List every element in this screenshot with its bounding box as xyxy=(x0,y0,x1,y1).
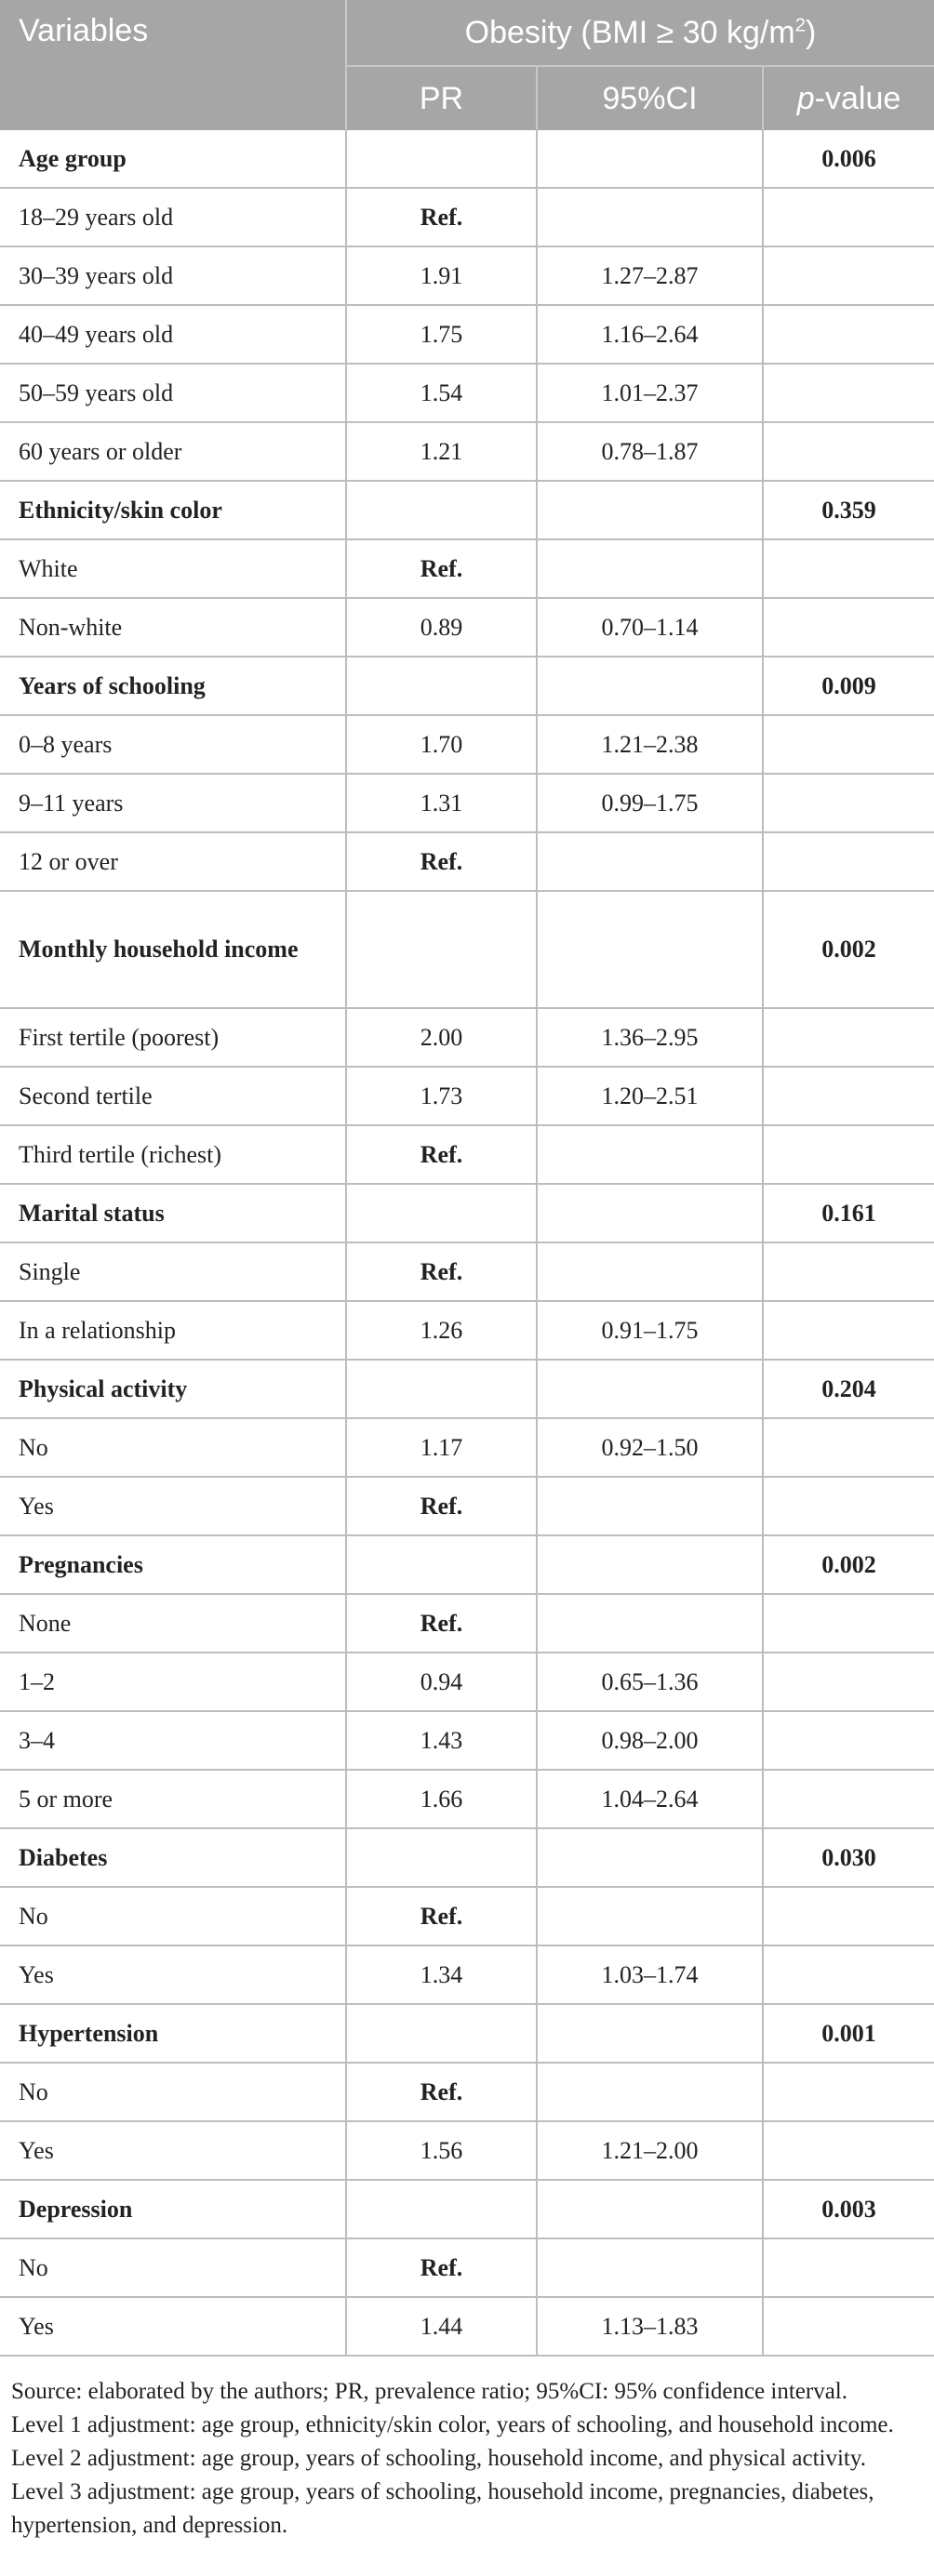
cell-p-value: 0.009 xyxy=(763,657,934,715)
cell-p-value: 0.003 xyxy=(763,2180,934,2238)
cell-variable: Years of schooling xyxy=(0,657,346,715)
cell-variable: 3–4 xyxy=(0,1711,346,1770)
table-row xyxy=(0,1301,934,1360)
table-footnotes xyxy=(0,2357,934,2543)
table-group-row xyxy=(0,657,934,715)
cell-ci: 1.03–1.74 xyxy=(537,1945,763,2004)
cell-p-value xyxy=(763,1653,934,1711)
table-row xyxy=(0,1242,934,1301)
table-row xyxy=(0,774,934,832)
cell-pr: 1.43 xyxy=(346,1711,537,1770)
table-group-row xyxy=(0,2004,934,2063)
cell-p-value: 0.161 xyxy=(763,1184,934,1242)
cell-p-value: 0.006 xyxy=(763,130,934,188)
cell-ci: 1.36–2.95 xyxy=(537,1008,763,1067)
table-row xyxy=(0,1945,934,2004)
table-row xyxy=(0,364,934,422)
cell-pr: Ref. xyxy=(346,1242,537,1301)
table-group-row xyxy=(0,1535,934,1594)
cell-ci xyxy=(537,1828,763,1887)
cell-variable: No xyxy=(0,2238,346,2297)
table-row xyxy=(0,2063,934,2121)
cell-variable: Yes xyxy=(0,1945,346,2004)
cell-pr: 1.54 xyxy=(346,364,537,422)
cell-p-value xyxy=(763,774,934,832)
cell-variable: Yes xyxy=(0,1477,346,1535)
cell-p-value xyxy=(763,715,934,774)
cell-p-value xyxy=(763,1301,934,1360)
cell-pr: Ref. xyxy=(346,1594,537,1653)
cell-ci: 1.21–2.00 xyxy=(537,2121,763,2180)
cell-pr xyxy=(346,1535,537,1594)
cell-pr: 1.31 xyxy=(346,774,537,832)
table-group-row xyxy=(0,1360,934,1418)
cell-pr: 1.75 xyxy=(346,305,537,364)
table-group-row xyxy=(0,130,934,188)
cell-p-value xyxy=(763,2297,934,2356)
table-header xyxy=(0,0,934,130)
cell-variable: No xyxy=(0,1418,346,1477)
table-row xyxy=(0,1477,934,1535)
cell-ci: 0.70–1.14 xyxy=(537,598,763,657)
cell-p-value: 0.359 xyxy=(763,481,934,539)
table-row xyxy=(0,2297,934,2356)
cell-variable: White xyxy=(0,539,346,598)
footnote: Level 1 adjustment: age group, ethnicity/skin color, years of schooling, and household income. xyxy=(11,2412,894,2437)
cell-ci: 1.01–2.37 xyxy=(537,364,763,422)
cell-ci xyxy=(537,832,763,891)
cell-ci xyxy=(537,1594,763,1653)
cell-p-value xyxy=(763,1067,934,1125)
cell-pr: 0.94 xyxy=(346,1653,537,1711)
cell-p-value xyxy=(763,1008,934,1067)
cell-pr xyxy=(346,1828,537,1887)
cell-p-value xyxy=(763,539,934,598)
cell-variable: No xyxy=(0,1887,346,1945)
table-row xyxy=(0,2238,934,2297)
cell-ci xyxy=(537,1360,763,1418)
cell-variable: Monthly household income xyxy=(0,891,346,1008)
cell-ci: 1.04–2.64 xyxy=(537,1770,763,1828)
cell-p-value xyxy=(763,422,934,481)
cell-ci: 0.65–1.36 xyxy=(537,1653,763,1711)
table-row xyxy=(0,246,934,305)
cell-variable: Age group xyxy=(0,130,346,188)
cell-p-value: 0.001 xyxy=(763,2004,934,2063)
cell-variable: None xyxy=(0,1594,346,1653)
table-row xyxy=(0,1887,934,1945)
cell-variable: Physical activity xyxy=(0,1360,346,1418)
cell-variable: 0–8 years xyxy=(0,715,346,774)
cell-p-value xyxy=(763,1242,934,1301)
cell-variable: Third tertile (richest) xyxy=(0,1125,346,1184)
cell-variable: Yes xyxy=(0,2297,346,2356)
cell-p-value xyxy=(763,305,934,364)
cell-ci xyxy=(537,1477,763,1535)
table-group-row xyxy=(0,891,934,1008)
cell-ci: 0.99–1.75 xyxy=(537,774,763,832)
cell-ci xyxy=(537,481,763,539)
cell-pr xyxy=(346,2180,537,2238)
table-row xyxy=(0,305,934,364)
table-group-row xyxy=(0,1828,934,1887)
cell-pr: 1.66 xyxy=(346,1770,537,1828)
cell-pr xyxy=(346,2004,537,2063)
cell-pr xyxy=(346,1360,537,1418)
cell-pr xyxy=(346,481,537,539)
cell-variable: 1–2 xyxy=(0,1653,346,1711)
cell-ci xyxy=(537,2063,763,2121)
table-row xyxy=(0,1008,934,1067)
cell-pr: 1.73 xyxy=(346,1067,537,1125)
cell-p-value xyxy=(763,1594,934,1653)
cell-pr: Ref. xyxy=(346,1477,537,1535)
cell-ci: 0.92–1.50 xyxy=(537,1418,763,1477)
cell-p-value xyxy=(763,1418,934,1477)
cell-p-value: 0.002 xyxy=(763,891,934,1008)
table-group-row xyxy=(0,1184,934,1242)
cell-ci: 0.98–2.00 xyxy=(537,1711,763,1770)
footnote: Level 2 adjustment: age group, years of schooling, household income, and physical activity. xyxy=(11,2446,866,2471)
table-group-row xyxy=(0,481,934,539)
cell-variable: In a relationship xyxy=(0,1301,346,1360)
cell-ci xyxy=(537,1125,763,1184)
cell-ci xyxy=(537,2180,763,2238)
cell-variable: No xyxy=(0,2063,346,2121)
cell-p-value: 0.030 xyxy=(763,1828,934,1887)
cell-pr xyxy=(346,1184,537,1242)
cell-variable: Single xyxy=(0,1242,346,1301)
cell-p-value xyxy=(763,246,934,305)
cell-p-value xyxy=(763,1770,934,1828)
cell-variable: Hypertension xyxy=(0,2004,346,2063)
cell-variable: Pregnancies xyxy=(0,1535,346,1594)
table-row xyxy=(0,832,934,891)
cell-variable: Second tertile xyxy=(0,1067,346,1125)
table-row xyxy=(0,598,934,657)
header-variables: Variables xyxy=(0,0,346,130)
cell-variable: Diabetes xyxy=(0,1828,346,1887)
cell-ci xyxy=(537,188,763,246)
cell-pr: 1.44 xyxy=(346,2297,537,2356)
cell-pr xyxy=(346,657,537,715)
cell-p-value: 0.002 xyxy=(763,1535,934,1594)
cell-ci xyxy=(537,1242,763,1301)
cell-p-value xyxy=(763,598,934,657)
cell-ci: 1.27–2.87 xyxy=(537,246,763,305)
header-pr: PR xyxy=(346,66,537,130)
cell-pr: 1.21 xyxy=(346,422,537,481)
cell-p-value xyxy=(763,832,934,891)
cell-variable: Marital status xyxy=(0,1184,346,1242)
cell-pr: 0.89 xyxy=(346,598,537,657)
cell-variable: Depression xyxy=(0,2180,346,2238)
cell-ci: 1.16–2.64 xyxy=(537,305,763,364)
cell-variable: 60 years or older xyxy=(0,422,346,481)
cell-p-value xyxy=(763,1711,934,1770)
cell-pr: 1.70 xyxy=(346,715,537,774)
cell-p-value xyxy=(763,1945,934,2004)
cell-pr xyxy=(346,891,537,1008)
cell-p-value xyxy=(763,1477,934,1535)
cell-pr: 1.26 xyxy=(346,1301,537,1360)
cell-pr: 1.91 xyxy=(346,246,537,305)
cell-ci xyxy=(537,891,763,1008)
cell-pr: Ref. xyxy=(346,1887,537,1945)
cell-ci xyxy=(537,657,763,715)
table-row xyxy=(0,1067,934,1125)
table-row xyxy=(0,539,934,598)
cell-p-value: 0.204 xyxy=(763,1360,934,1418)
cell-pr: Ref. xyxy=(346,2238,537,2297)
table-body xyxy=(0,130,934,2356)
header-p-value: p-value xyxy=(763,66,934,130)
cell-variable: 30–39 years old xyxy=(0,246,346,305)
cell-variable: First tertile (poorest) xyxy=(0,1008,346,1067)
cell-ci xyxy=(537,1184,763,1242)
cell-ci: 1.13–1.83 xyxy=(537,2297,763,2356)
cell-pr: 1.17 xyxy=(346,1418,537,1477)
cell-ci: 1.20–2.51 xyxy=(537,1067,763,1125)
cell-ci: 1.21–2.38 xyxy=(537,715,763,774)
cell-variable: Non-white xyxy=(0,598,346,657)
cell-variable: 12 or over xyxy=(0,832,346,891)
cell-p-value xyxy=(763,2121,934,2180)
table-row xyxy=(0,188,934,246)
cell-p-value xyxy=(763,2063,934,2121)
cell-ci xyxy=(537,539,763,598)
cell-ci xyxy=(537,1887,763,1945)
table-row xyxy=(0,1418,934,1477)
table-row xyxy=(0,1711,934,1770)
header-outcome: Obesity (BMI ≥ 30 $kg/m^2$) xyxy=(346,0,934,66)
cell-pr: Ref. xyxy=(346,188,537,246)
cell-p-value xyxy=(763,2238,934,2297)
cell-ci xyxy=(537,1535,763,1594)
table-row xyxy=(0,1594,934,1653)
cell-variable: 40–49 years old xyxy=(0,305,346,364)
cell-pr xyxy=(346,130,537,188)
table-row xyxy=(0,422,934,481)
cell-ci xyxy=(537,2004,763,2063)
cell-pr: Ref. xyxy=(346,832,537,891)
cell-variable: Yes xyxy=(0,2121,346,2180)
cell-variable: 9–11 years xyxy=(0,774,346,832)
table-group-row xyxy=(0,2180,934,2238)
table-row xyxy=(0,1770,934,1828)
cell-pr: Ref. xyxy=(346,2063,537,2121)
cell-pr: Ref. xyxy=(346,1125,537,1184)
cell-variable: Ethnicity/skin color xyxy=(0,481,346,539)
footnote: Source: elaborated by the authors; PR, prevalence ratio; 95%CI: 95% confidence interval. xyxy=(11,2379,847,2404)
table-row xyxy=(0,715,934,774)
cell-p-value xyxy=(763,364,934,422)
cell-ci: 0.78–1.87 xyxy=(537,422,763,481)
cell-pr: Ref. xyxy=(346,539,537,598)
cell-ci: 0.91–1.75 xyxy=(537,1301,763,1360)
cell-variable: 50–59 years old xyxy=(0,364,346,422)
cell-p-value xyxy=(763,188,934,246)
cell-variable: 18–29 years old xyxy=(0,188,346,246)
cell-variable: 5 or more xyxy=(0,1770,346,1828)
cell-ci xyxy=(537,130,763,188)
cell-p-value xyxy=(763,1887,934,1945)
cell-p-value xyxy=(763,1125,934,1184)
header-ci: 95%CI xyxy=(537,66,763,130)
table-row xyxy=(0,1653,934,1711)
table-row xyxy=(0,1125,934,1184)
footnote: Level 3 adjustment: age group, years of schooling, household income, pregnancies, diabetes, hypertension, and depression. xyxy=(11,2479,874,2538)
cell-ci xyxy=(537,2238,763,2297)
table-row xyxy=(0,2121,934,2180)
cell-pr: 1.56 xyxy=(346,2121,537,2180)
cell-pr: 2.00 xyxy=(346,1008,537,1067)
cell-pr: 1.34 xyxy=(346,1945,537,2004)
